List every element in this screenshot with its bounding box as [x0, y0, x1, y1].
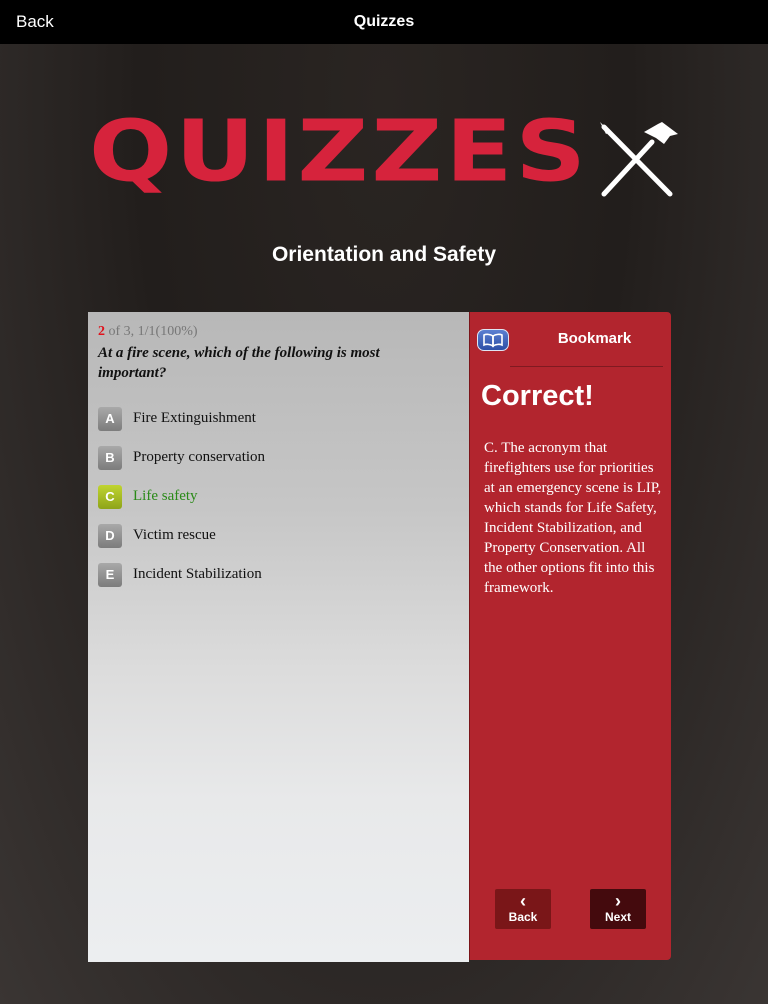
answer-verdict: Correct! — [481, 380, 594, 412]
option-label: Incident Stabilization — [133, 566, 262, 582]
progress-current: 2 — [98, 324, 105, 339]
nav-title: Quizzes — [353, 13, 415, 30]
nav-bar — [0, 0, 768, 44]
option-letter-badge: E — [98, 563, 122, 587]
answer-explanation: C. The acronym that firefighters use for priorities at an emergency scene is LIP, which stands for Life Safety, Incident Stabilization, and Property Conservation. All the other options fit into this framework. — [484, 440, 662, 596]
option-label: Life safety — [133, 488, 198, 504]
chevron-right-icon: › — [615, 891, 621, 911]
previous-button-label: Back — [508, 910, 538, 924]
option-letter-badge: B — [98, 446, 122, 470]
next-button-label: Next — [604, 910, 631, 924]
next-question-button[interactable] — [590, 889, 646, 929]
answer-option-c[interactable] — [98, 485, 438, 509]
option-label: Fire Extinguishment — [133, 410, 256, 426]
answer-option-b[interactable] — [98, 446, 438, 470]
question-text: At a fire scene, which of the following is most important? — [98, 345, 380, 381]
question-panel — [88, 312, 469, 962]
answer-option-d[interactable] — [98, 524, 438, 548]
option-letter-badge: A — [98, 407, 122, 431]
answer-option-e[interactable] — [98, 563, 438, 587]
previous-question-button[interactable] — [495, 889, 551, 929]
divider — [510, 366, 663, 367]
crossed-axe-pike-icon — [598, 122, 682, 200]
quiz-subtitle: Orientation and Safety — [271, 243, 497, 266]
option-letter-badge: C — [98, 485, 122, 509]
chevron-left-icon: ‹ — [520, 891, 526, 911]
question-progress — [98, 324, 198, 340]
option-letter-badge: D — [98, 524, 122, 548]
nav-back-button[interactable]: Back — [16, 12, 54, 31]
option-label: Victim rescue — [133, 527, 216, 543]
progress-rest: of 3, 1/1(100%) — [105, 324, 198, 339]
answer-option-a[interactable] — [98, 407, 438, 431]
answer-panel — [469, 312, 671, 960]
bookmark-book-icon[interactable] — [477, 329, 509, 351]
open-book-icon — [478, 330, 508, 350]
quizzes-logo: QUIZZES — [89, 103, 589, 202]
option-label: Property conservation — [133, 449, 266, 465]
bookmark-button[interactable]: Bookmark — [557, 330, 632, 347]
